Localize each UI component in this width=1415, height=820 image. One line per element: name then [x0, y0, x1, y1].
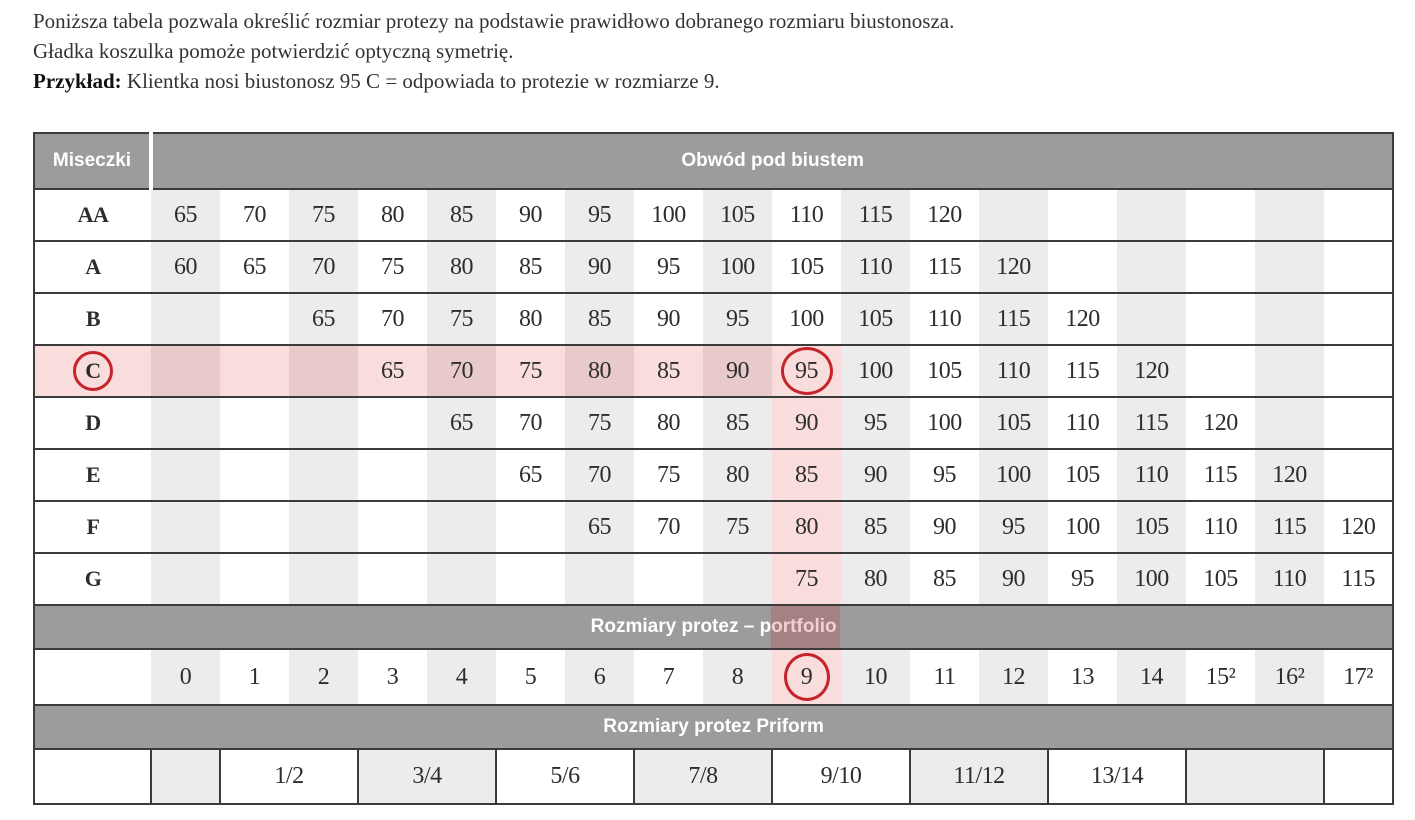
size-cell: 120	[1117, 345, 1186, 397]
cup-row-label-c	[34, 345, 151, 397]
size-cell	[289, 553, 358, 605]
size-cell	[1186, 241, 1255, 293]
band-header-priform: Rozmiary protez Priform	[603, 716, 824, 737]
table-row-aa	[34, 189, 1393, 241]
size-cell: 75	[772, 553, 841, 605]
size-cell	[979, 189, 1048, 241]
size-cell: 95	[565, 189, 634, 241]
size-cell	[289, 501, 358, 553]
size-cell: 75	[634, 449, 703, 501]
size-cell	[427, 449, 496, 501]
portfolio-size-cell: 5	[496, 649, 565, 705]
size-cell: 90	[910, 501, 979, 553]
example-label: Przykład:	[33, 69, 122, 93]
size-cell: 100	[772, 293, 841, 345]
priform-row-label-empty	[34, 749, 151, 804]
column-highlight-tint	[771, 606, 840, 648]
size-cell: 115	[1324, 553, 1393, 605]
priform-size-cell: 3/4	[358, 749, 496, 804]
size-cell	[358, 501, 427, 553]
size-cell: 115	[1117, 397, 1186, 449]
size-cell	[1255, 241, 1324, 293]
size-cell	[703, 553, 772, 605]
size-cell: 100	[703, 241, 772, 293]
portfolio-row-label-empty	[34, 649, 151, 705]
priform-empty-cell	[1324, 749, 1393, 804]
size-cell	[1117, 293, 1186, 345]
cup-row-label: G	[34, 553, 151, 605]
portfolio-size-cell: 4	[427, 649, 496, 705]
size-cell: 70	[427, 345, 496, 397]
size-cell	[220, 449, 289, 501]
size-cell	[1324, 449, 1393, 501]
size-cell: 80	[427, 241, 496, 293]
size-cell: 90	[634, 293, 703, 345]
priform-empty-cell	[1186, 749, 1324, 804]
band-header-portfolio-cell	[34, 605, 1393, 649]
portfolio-band-row	[34, 605, 1393, 649]
portfolio-sizes-row	[34, 649, 1393, 705]
size-cell: 85	[910, 553, 979, 605]
size-cell	[427, 501, 496, 553]
priform-empty-cell	[151, 749, 220, 804]
size-cell	[1255, 345, 1324, 397]
highlight-circle-9	[784, 653, 830, 701]
size-cell: 90	[979, 553, 1048, 605]
size-cell: 85	[772, 449, 841, 501]
size-cell: 110	[1255, 553, 1324, 605]
portfolio-size-cell: 0	[151, 649, 220, 705]
size-cell	[1255, 397, 1324, 449]
cup-row-label: C	[85, 358, 101, 383]
priform-size-cell: 11/12	[910, 749, 1048, 804]
size-table	[33, 132, 1394, 805]
portfolio-size-cell: 3	[358, 649, 427, 705]
cup-row-label: AA	[34, 189, 151, 241]
size-cell: 110	[1048, 397, 1117, 449]
size-cell: 105	[841, 293, 910, 345]
example-text: Klientka nosi biustonosz 95 C = odpowiada to protezie w rozmiarze 9.	[121, 69, 720, 93]
size-cell: 65	[358, 345, 427, 397]
size-cell: 60	[151, 241, 220, 293]
size-cell: 70	[565, 449, 634, 501]
portfolio-size-cell: 16²	[1255, 649, 1324, 705]
size-cell: 75	[496, 345, 565, 397]
size-cell	[1186, 189, 1255, 241]
size-cell: 70	[289, 241, 358, 293]
portfolio-size-cell: 11	[910, 649, 979, 705]
table-row-f	[34, 501, 1393, 553]
size-cell: 100	[910, 397, 979, 449]
size-cell: 115	[1048, 345, 1117, 397]
size-cell	[1186, 345, 1255, 397]
size-cell: 100	[1117, 553, 1186, 605]
size-cell: 115	[910, 241, 979, 293]
size-cell: 110	[910, 293, 979, 345]
size-cell: 85	[703, 397, 772, 449]
table-row-g	[34, 553, 1393, 605]
size-cell: 70	[358, 293, 427, 345]
intro-paragraph	[33, 6, 1392, 96]
size-cell-circled	[772, 345, 841, 397]
size-cell	[1186, 293, 1255, 345]
portfolio-size-cell: 1	[220, 649, 289, 705]
size-cell	[1324, 397, 1393, 449]
size-cell: 95	[841, 397, 910, 449]
size-cell: 65	[565, 501, 634, 553]
size-cell	[151, 293, 220, 345]
size-cell	[151, 553, 220, 605]
size-cell: 80	[772, 501, 841, 553]
portfolio-size-cell: 7	[634, 649, 703, 705]
priform-size-cell: 7/8	[634, 749, 772, 804]
size-cell: 115	[979, 293, 1048, 345]
size-cell: 75	[565, 397, 634, 449]
size-cell: 105	[1186, 553, 1255, 605]
size-cell: 70	[220, 189, 289, 241]
size-cell: 75	[703, 501, 772, 553]
priform-size-cell: 9/10	[772, 749, 910, 804]
highlight-circle-95	[781, 347, 833, 395]
size-cell: 90	[703, 345, 772, 397]
size-cell: 80	[358, 189, 427, 241]
size-cell: 65	[427, 397, 496, 449]
size-cell: 85	[565, 293, 634, 345]
size-cell: 110	[841, 241, 910, 293]
size-cell: 115	[1255, 501, 1324, 553]
size-cell: 70	[496, 397, 565, 449]
size-cell	[220, 293, 289, 345]
cup-row-label: E	[34, 449, 151, 501]
size-cell	[1324, 345, 1393, 397]
table-row-b	[34, 293, 1393, 345]
size-cell: 65	[220, 241, 289, 293]
size-cell: 105	[979, 397, 1048, 449]
size-cell	[496, 553, 565, 605]
portfolio-size-cell: 2	[289, 649, 358, 705]
size-cell	[1048, 241, 1117, 293]
size-cell	[151, 397, 220, 449]
size-cell: 80	[841, 553, 910, 605]
table-header-row	[34, 133, 1393, 189]
size-cell	[358, 449, 427, 501]
size-cell	[151, 449, 220, 501]
size-cell: 105	[703, 189, 772, 241]
size-cell	[289, 345, 358, 397]
size-cell: 80	[703, 449, 772, 501]
portfolio-size-cell: 10	[841, 649, 910, 705]
priform-size-cell: 5/6	[496, 749, 634, 804]
size-cell: 85	[841, 501, 910, 553]
size-cell: 85	[427, 189, 496, 241]
size-cell	[358, 397, 427, 449]
size-cell	[151, 501, 220, 553]
size-cell: 110	[979, 345, 1048, 397]
size-cell: 115	[1186, 449, 1255, 501]
size-cell: 105	[1048, 449, 1117, 501]
size-cell	[1324, 189, 1393, 241]
size-cell	[496, 501, 565, 553]
size-cell: 120	[1255, 449, 1324, 501]
portfolio-size-cell: 6	[565, 649, 634, 705]
portfolio-size-cell: 17²	[1324, 649, 1393, 705]
size-cell	[289, 397, 358, 449]
size-cell: 120	[1048, 293, 1117, 345]
size-cell	[1117, 189, 1186, 241]
size-cell: 75	[427, 293, 496, 345]
size-cell: 100	[841, 345, 910, 397]
size-cell: 105	[1117, 501, 1186, 553]
cup-row-label: D	[34, 397, 151, 449]
priform-size-cell: 13/14	[1048, 749, 1186, 804]
portfolio-size-cell: 8	[703, 649, 772, 705]
portfolio-size-cell: 13	[1048, 649, 1117, 705]
size-cell	[1324, 241, 1393, 293]
size-cell: 110	[1117, 449, 1186, 501]
size-cell: 75	[289, 189, 358, 241]
intro-text-line-1: Poniższa tabela pozwala określić rozmiar protezy na podstawie prawidłowo dobranego rozmiaru biustonosza.	[33, 9, 955, 33]
size-cell	[427, 553, 496, 605]
size-cell: 95	[634, 241, 703, 293]
size-cell	[220, 501, 289, 553]
size-cell: 105	[910, 345, 979, 397]
example-paragraph	[33, 66, 1392, 96]
size-cell: 75	[358, 241, 427, 293]
size-cell: 115	[841, 189, 910, 241]
intro-text-line-2: Gładka koszulka pomoże potwierdzić optyczną symetrię.	[33, 39, 514, 63]
size-cell: 95	[910, 449, 979, 501]
portfolio-size-cell: 14	[1117, 649, 1186, 705]
size-cell: 85	[634, 345, 703, 397]
size-cell: 105	[772, 241, 841, 293]
size-cell: 95	[979, 501, 1048, 553]
size-cell: 65	[151, 189, 220, 241]
size-cell: 85	[496, 241, 565, 293]
size-cell: 110	[1186, 501, 1255, 553]
size-cell	[1255, 293, 1324, 345]
size-cell: 120	[979, 241, 1048, 293]
size-cell: 90	[841, 449, 910, 501]
size-cell: 90	[772, 397, 841, 449]
portfolio-size-cell: 12	[979, 649, 1048, 705]
size-cell: 80	[496, 293, 565, 345]
size-cell	[220, 553, 289, 605]
band-header-priform-cell	[34, 705, 1393, 749]
size-cell: 95	[1048, 553, 1117, 605]
table-row-c-highlighted	[34, 345, 1393, 397]
size-cell: 100	[634, 189, 703, 241]
size-cell: 110	[772, 189, 841, 241]
cup-row-label: B	[34, 293, 151, 345]
table-corner-header: Miseczki	[34, 133, 151, 189]
size-cell	[1117, 241, 1186, 293]
priform-sizes-row	[34, 749, 1393, 804]
size-cell: 80	[565, 345, 634, 397]
band-header-obwod: Obwód pod biustem	[151, 133, 1393, 189]
portfolio-size-cell-circled	[772, 649, 841, 705]
size-cell	[1255, 189, 1324, 241]
highlight-circle-c	[73, 351, 113, 391]
table-row-e	[34, 449, 1393, 501]
table-row-a	[34, 241, 1393, 293]
size-cell: 70	[634, 501, 703, 553]
size-cell: 120	[1324, 501, 1393, 553]
size-cell: 120	[1186, 397, 1255, 449]
size-cell	[1048, 189, 1117, 241]
size-cell	[634, 553, 703, 605]
size-cell	[220, 397, 289, 449]
band-header-portfolio: Rozmiary protez – portfolio	[590, 616, 837, 637]
portfolio-size-cell: 15²	[1186, 649, 1255, 705]
size-cell: 95	[795, 357, 818, 384]
priform-band-row	[34, 705, 1393, 749]
size-cell: 120	[910, 189, 979, 241]
size-cell	[358, 553, 427, 605]
size-cell	[220, 345, 289, 397]
size-cell	[1324, 293, 1393, 345]
size-cell	[289, 449, 358, 501]
size-cell	[565, 553, 634, 605]
cup-row-label: A	[34, 241, 151, 293]
size-cell	[151, 345, 220, 397]
size-cell: 80	[634, 397, 703, 449]
size-cell: 90	[565, 241, 634, 293]
cup-row-label: F	[34, 501, 151, 553]
table-row-d	[34, 397, 1393, 449]
priform-size-cell: 1/2	[220, 749, 358, 804]
portfolio-size-cell: 9	[800, 663, 813, 690]
size-cell: 95	[703, 293, 772, 345]
size-cell: 100	[979, 449, 1048, 501]
size-cell: 65	[496, 449, 565, 501]
size-cell: 100	[1048, 501, 1117, 553]
size-cell: 65	[289, 293, 358, 345]
size-cell: 90	[496, 189, 565, 241]
